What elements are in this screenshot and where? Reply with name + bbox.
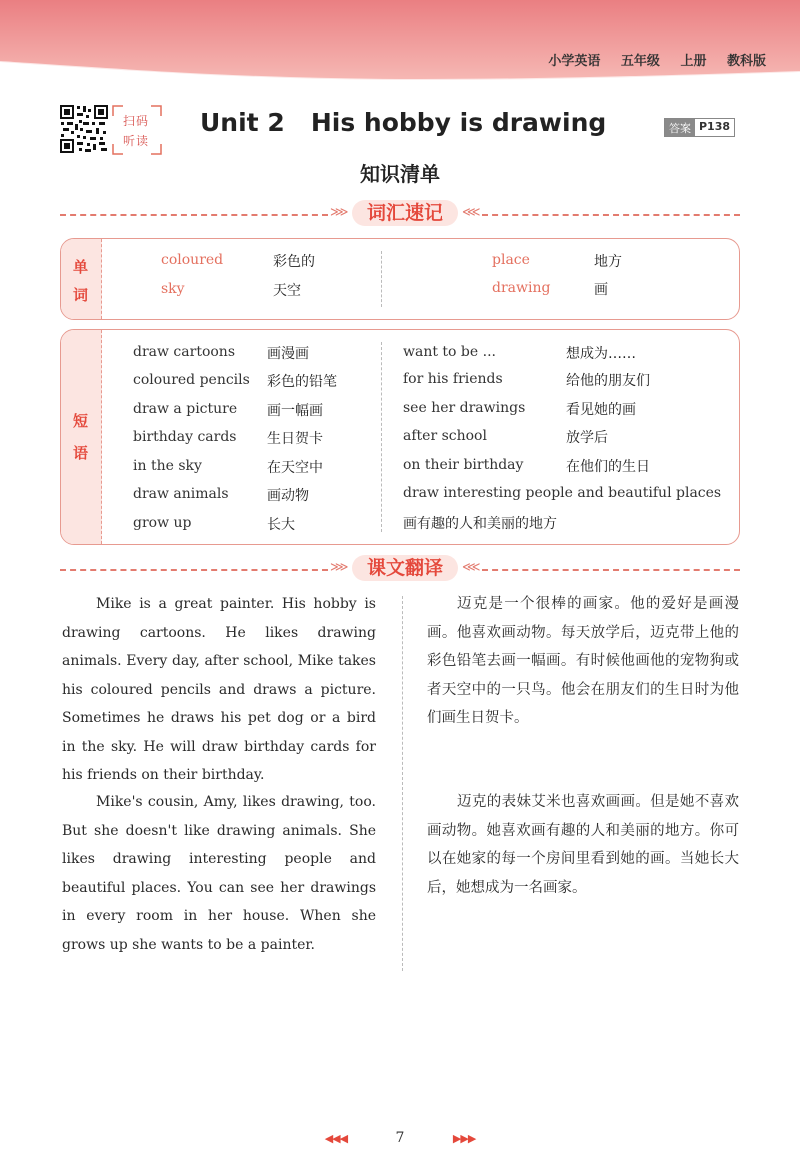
phrase-zh: 想成为……	[566, 346, 636, 362]
words-side-label	[61, 239, 102, 319]
banner-arrow-right-icon: ⋙	[330, 205, 349, 220]
phrase-en: draw a picture	[133, 401, 238, 417]
answer-badge[interactable]	[664, 118, 735, 137]
header-publisher: 教科版	[726, 54, 766, 69]
banner-right-line	[482, 214, 740, 216]
phrase-zh: 在天空中	[267, 460, 323, 476]
page-number: 7	[395, 1130, 405, 1146]
phrases-side-label	[61, 330, 102, 544]
phrase-zh: 给他的朋友们	[566, 373, 650, 389]
vocab-banner	[60, 199, 740, 229]
word-en: coloured	[161, 252, 224, 268]
qr-code-icon[interactable]	[59, 104, 109, 154]
phrases-box	[60, 329, 740, 545]
word-zh: 画	[594, 282, 608, 298]
unit-title: Unit 2 His hobby is drawing	[200, 108, 607, 137]
phrase-long-zh: 画有趣的人和美丽的地方	[403, 516, 557, 532]
phrases-side-char-1: 短	[73, 412, 89, 430]
vocab-banner-title: 词汇速记	[352, 200, 458, 226]
scan-to-listen-label[interactable]	[111, 104, 163, 156]
phrase-zh: 长大	[267, 517, 295, 533]
words-divider	[381, 251, 382, 307]
phrase-en: coloured pencils	[133, 372, 250, 388]
passage-zh-paragraph-1: 迈克是一个很棒的画家。他的爱好是画漫画。他喜欢画动物。每天放学后，迈克带上他的彩色铅笔去画一幅画。有时候他画他的宠物狗或者天空中的一只鸟。他会在朋友们的生日时为他们画生日贺卡。	[427, 596, 739, 726]
phrase-en: grow up	[133, 515, 192, 531]
phrase-en: birthday cards	[133, 429, 237, 445]
header-labels	[532, 50, 766, 69]
header-grade: 五年级	[620, 54, 660, 69]
section-title: 知识清单	[360, 162, 440, 186]
passage-zh-paragraph-2: 迈克的表妹艾米也喜欢画画。但是她不喜欢画动物。她喜欢画有趣的人和美丽的地方。你可以在她家的每一个房间里看到她的画。当她长大后，她想成为一名画家。	[427, 794, 739, 896]
phrase-zh: 画动物	[267, 488, 309, 504]
phrase-zh: 放学后	[566, 430, 608, 446]
banner-left-line	[60, 214, 328, 216]
header-band	[0, 0, 800, 95]
word-zh: 地方	[594, 254, 622, 270]
scan-line-2: 听读	[123, 134, 150, 148]
page-footer	[0, 1130, 800, 1146]
phrases-side-char-2: 语	[73, 444, 89, 462]
word-zh: 彩色的	[273, 254, 315, 270]
header-subject: 小学英语	[548, 54, 601, 69]
phrase-zh: 彩色的铅笔	[267, 374, 337, 390]
words-side-char-2: 词	[73, 286, 89, 304]
word-en: place	[492, 252, 530, 268]
phrase-zh: 看见她的画	[566, 402, 636, 418]
phrases-divider	[381, 342, 382, 532]
words-box	[60, 238, 740, 320]
banner-arrow-left-icon: ⋘	[462, 560, 481, 575]
phrase-en: see her drawings	[403, 400, 526, 416]
phrase-en: in the sky	[133, 458, 202, 474]
translation-banner-title: 课文翻译	[352, 555, 458, 581]
passage-divider	[402, 596, 403, 971]
passage-en-paragraph-2: Mike's cousin, Amy, likes drawing, too. But she doesn't like drawing animals. She likes drawing interesting people and beautiful places. You can see her drawings in every room in her house. When she grows up she wants to be a painter.	[62, 794, 376, 953]
word-zh: 天空	[273, 283, 301, 299]
phrase-en: for his friends	[403, 371, 503, 387]
word-en: sky	[161, 281, 185, 297]
translation-banner	[60, 554, 740, 584]
phrase-long-en: draw interesting people and beautiful places	[403, 485, 722, 501]
phrase-zh: 在他们的生日	[566, 459, 650, 475]
phrase-zh: 画一幅画	[267, 403, 323, 419]
phrase-en: after school	[403, 428, 487, 444]
phrase-zh: 画漫画	[267, 346, 309, 362]
phrase-en: want to be ...	[403, 344, 496, 360]
banner-right-line	[482, 569, 740, 571]
phrase-en: draw animals	[133, 486, 229, 502]
header-volume: 上册	[680, 54, 707, 69]
phrase-zh: 生日贺卡	[267, 431, 323, 447]
answer-badge-page: P138	[695, 119, 734, 136]
answer-badge-label: 答案	[665, 119, 695, 136]
footer-left-arrows-icon: ◀◀◀	[324, 1132, 348, 1145]
word-en: drawing	[492, 280, 551, 296]
banner-left-line	[60, 569, 328, 571]
banner-arrow-right-icon: ⋙	[330, 560, 349, 575]
banner-arrow-left-icon: ⋘	[462, 205, 481, 220]
words-side-char-1: 单	[73, 258, 89, 276]
passage-en-paragraph-1: Mike is a great painter. His hobby is drawing cartoons. He likes drawing animals. Every day, after school, Mike takes his coloured pencils and draws a picture. Sometimes he draws his pet dog or a bird in the sky. He will draw birthday cards for his friends on their birthday.	[62, 596, 376, 783]
phrase-en: on their birthday	[403, 457, 524, 473]
scan-line-1: 扫码	[123, 114, 150, 128]
phrase-en: draw cartoons	[133, 344, 235, 360]
footer-right-arrows-icon: ▶▶▶	[452, 1132, 476, 1145]
